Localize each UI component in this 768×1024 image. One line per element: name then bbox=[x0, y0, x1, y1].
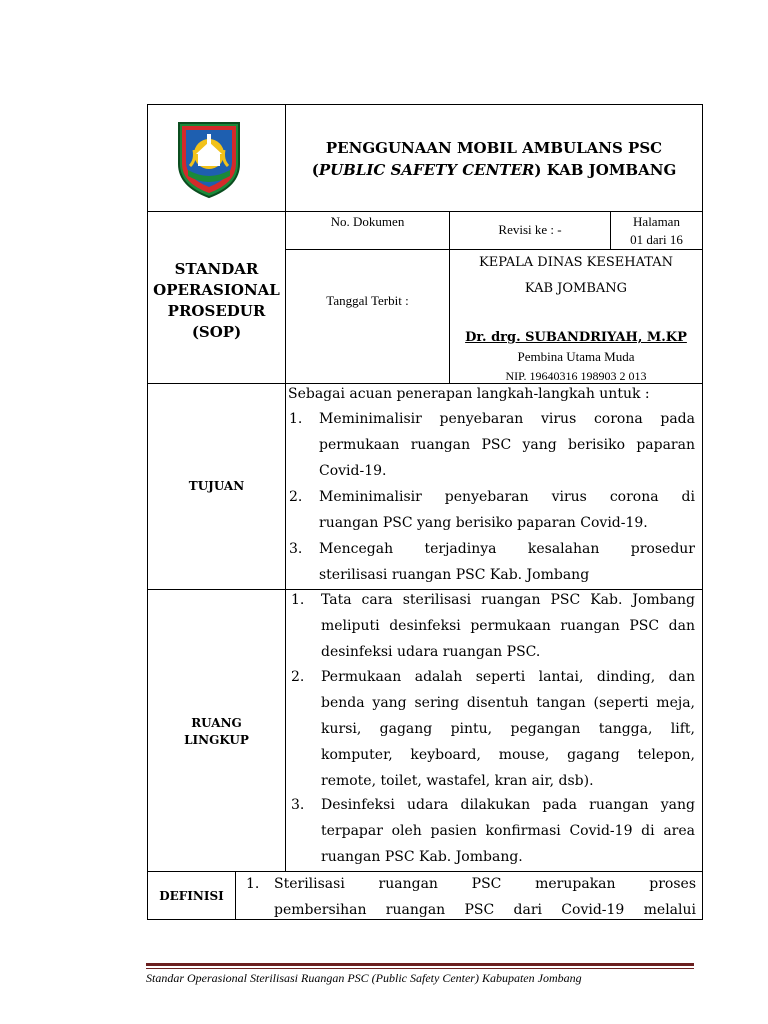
revisi-label: Revisi ke : - bbox=[498, 222, 562, 237]
document-title bbox=[286, 137, 702, 181]
signer-rank: Pembina Utama Muda bbox=[517, 349, 635, 364]
tujuan-intro: Sebagai acuan penerapan langkah-langkah untuk : bbox=[288, 386, 650, 402]
title-line-2: (PUBLIC SAFETY CENTER) KAB JOMBANG bbox=[311, 161, 677, 179]
halaman-info: Halaman 01 dari 16 bbox=[630, 214, 683, 247]
tanggal-terbit-label: Tanggal Terbit : bbox=[326, 293, 409, 308]
footer-text: Standar Operasional Sterilisasi Ruangan PSC (Public Safety Center) Kabupaten Jombang bbox=[146, 971, 582, 985]
no-dokumen-label: No. Dokumen bbox=[330, 214, 405, 229]
ruang-lingkup-label: RUANG LINGKUP bbox=[184, 716, 249, 747]
signer-nip: NIP. 19640316 198903 2 013 bbox=[505, 369, 647, 383]
title-line-1: PENGGUNAAN MOBIL AMBULANS PSC bbox=[325, 139, 663, 157]
sop-label: STANDAR OPERASIONAL PROSEDUR (SOP) bbox=[153, 260, 280, 341]
signer-name: Dr. drg. SUBANDRIYAH, M.KP bbox=[465, 330, 687, 345]
definisi-label: DEFINISI bbox=[159, 889, 224, 903]
tujuan-label: TUJUAN bbox=[188, 479, 245, 493]
kepala-dinas-title: KEPALA DINAS KESEHATAN KAB JOMBANG bbox=[479, 255, 673, 296]
jombang-emblem-logo bbox=[176, 120, 242, 200]
